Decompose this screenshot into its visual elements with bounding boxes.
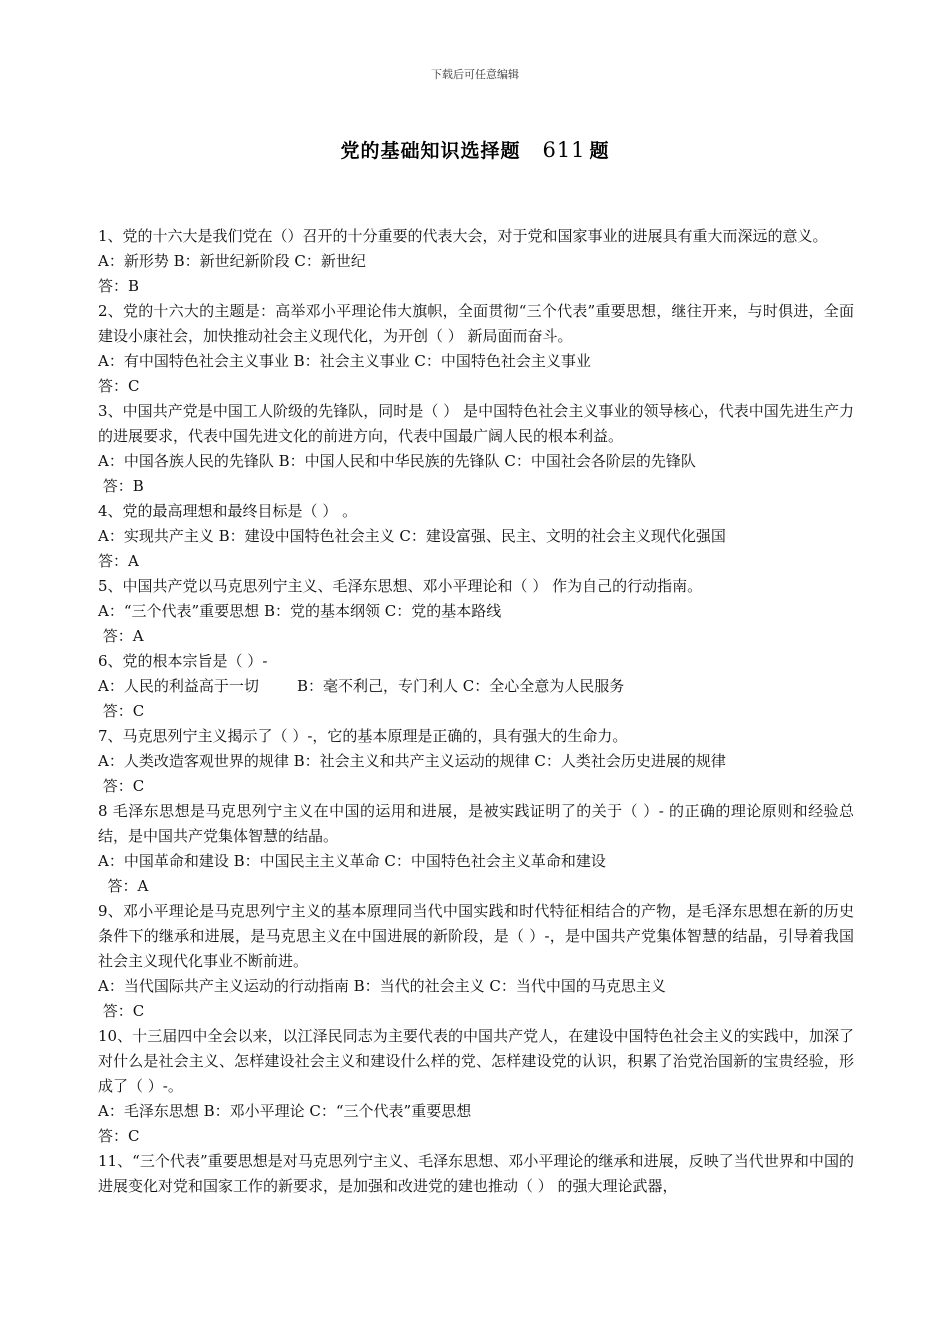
question-answer: 答：C <box>98 1002 145 1020</box>
question-answer: 答：B <box>98 477 144 495</box>
question-item <box>98 799 854 899</box>
header-note: 下载后可任意编辑 <box>431 68 519 81</box>
document-title <box>0 136 950 163</box>
question-answer: 答：A <box>98 877 149 895</box>
question-text: 10、十三届四中全会以来，以江泽民同志为主要代表的中国共产党人，在建设中国特色社会主义的实践中，加深了对什么是社会主义、怎样建设社会主义和建设什么样的党、怎样建设党的认识，积累了治党治国新的宝贵经验，形成了（ ）-。 <box>98 1027 854 1095</box>
question-text: 3、中国共产党是中国工人阶级的先锋队，同时是（ ） 是中国特色社会主义事业的领导核心，代表中国先进生产力的进展要求，代表中国先进文化的前进方向，代表中国最广阔人民的根本利益。 <box>98 402 854 445</box>
question-item <box>98 224 854 299</box>
question-options: A：当代国际共产主义运动的行动指南 B：当代的社会主义 C：当代中国的马克思主义 <box>98 977 666 995</box>
question-options: A：人类改造客观世界的规律 B：社会主义和共产主义运动的规律 C：人类社会历史进展的规律 <box>98 752 726 770</box>
question-list <box>98 224 854 1199</box>
question-item <box>98 499 854 574</box>
question-text: 4、党的最高理想和最终目标是（ ） 。 <box>98 502 358 520</box>
question-answer: 答：C <box>98 702 145 720</box>
question-text: 2、党的十六大的主题是：高举邓小平理论伟大旗帜，全面贯彻“三个代表”重要思想，继往开来，与时俱进，全面建设小康社会，加快推动社会主义现代化，为开创（ ） 新局面而奋斗。 <box>98 302 854 345</box>
title-text: 党的基础知识选择题 <box>340 140 521 162</box>
question-item <box>98 399 854 499</box>
question-text: 9、邓小平理论是马克思列宁主义的基本原理同当代中国实践和时代特征相结合的产物，是毛泽东思想在新的历史条件下的继承和进展，是马克思主义在中国进展的新阶段，是（ ）-，是中国共产党集体智慧的结晶，引导着我国社会主义现代化事业不断前进。 <box>98 902 854 970</box>
question-options: A：中国各族人民的先锋队 B：中国人民和中华民族的先锋队 C：中国社会各阶层的先锋队 <box>98 452 696 470</box>
question-options: A：毛泽东思想 B：邓小平理论 C：“三个代表”重要思想 <box>98 1102 472 1120</box>
question-item <box>98 899 854 1024</box>
question-options: A：实现共产主义 B：建设中国特色社会主义 C：建设富强、民主、文明的社会主义现代化强国 <box>98 527 726 545</box>
title-count: 611 <box>542 138 586 162</box>
question-item <box>98 299 854 399</box>
question-item <box>98 574 854 649</box>
question-item <box>98 1024 854 1149</box>
question-options: A：新形势 B：新世纪新阶段 C：新世纪 <box>98 252 366 270</box>
question-options: A：中国革命和建设 B：中国民主主义革命 C：中国特色社会主义革命和建设 <box>98 852 606 870</box>
question-answer: 答：C <box>98 377 140 395</box>
title-suffix: 题 <box>589 140 610 162</box>
question-text: 5、中国共产党以马克思列宁主义、毛泽东思想、邓小平理论和（ ） 作为自己的行动指南。 <box>98 577 703 595</box>
question-text: 11、“三个代表”重要思想是对马克思列宁主义、毛泽东思想、邓小平理论的继承和进展，反映了当代世界和中国的进展变化对党和国家工作的新要求，是加强和改进党的建也推动（ ） 的强大理论武器， <box>98 1152 854 1195</box>
question-text: 1、党的十六大是我们党在（）召开的十分重要的代表大会，对于党和国家事业的进展具有重大而深远的意义。 <box>98 227 828 245</box>
question-answer: 答：B <box>98 277 140 295</box>
question-item <box>98 1149 854 1199</box>
question-answer: 答：C <box>98 777 145 795</box>
question-options: A：人民的利益高于一切 B：毫不利己，专门利人 C：全心全意为人民服务 <box>98 677 625 695</box>
question-options: A：有中国特色社会主义事业 B：社会主义事业 C：中国特色社会主义事业 <box>98 352 591 370</box>
question-answer: 答：A <box>98 627 144 645</box>
question-text: 8 毛泽东思想是马克思列宁主义在中国的运用和进展，是被实践证明了的关于（ ）- 的正确的理论原则和经验总结，是中国共产党集体智慧的结晶。 <box>98 802 854 845</box>
question-item <box>98 724 854 799</box>
question-options: A：“三个代表”重要思想 B：党的基本纲领 C：党的基本路线 <box>98 602 502 620</box>
question-answer: 答：A <box>98 552 139 570</box>
question-answer: 答：C <box>98 1127 140 1145</box>
question-text: 7、马克思列宁主义揭示了（ ）-，它的基本原理是正确的，具有强大的生命力。 <box>98 727 628 745</box>
question-item <box>98 649 854 724</box>
question-text: 6、党的根本宗旨是（ ）- <box>98 652 268 670</box>
